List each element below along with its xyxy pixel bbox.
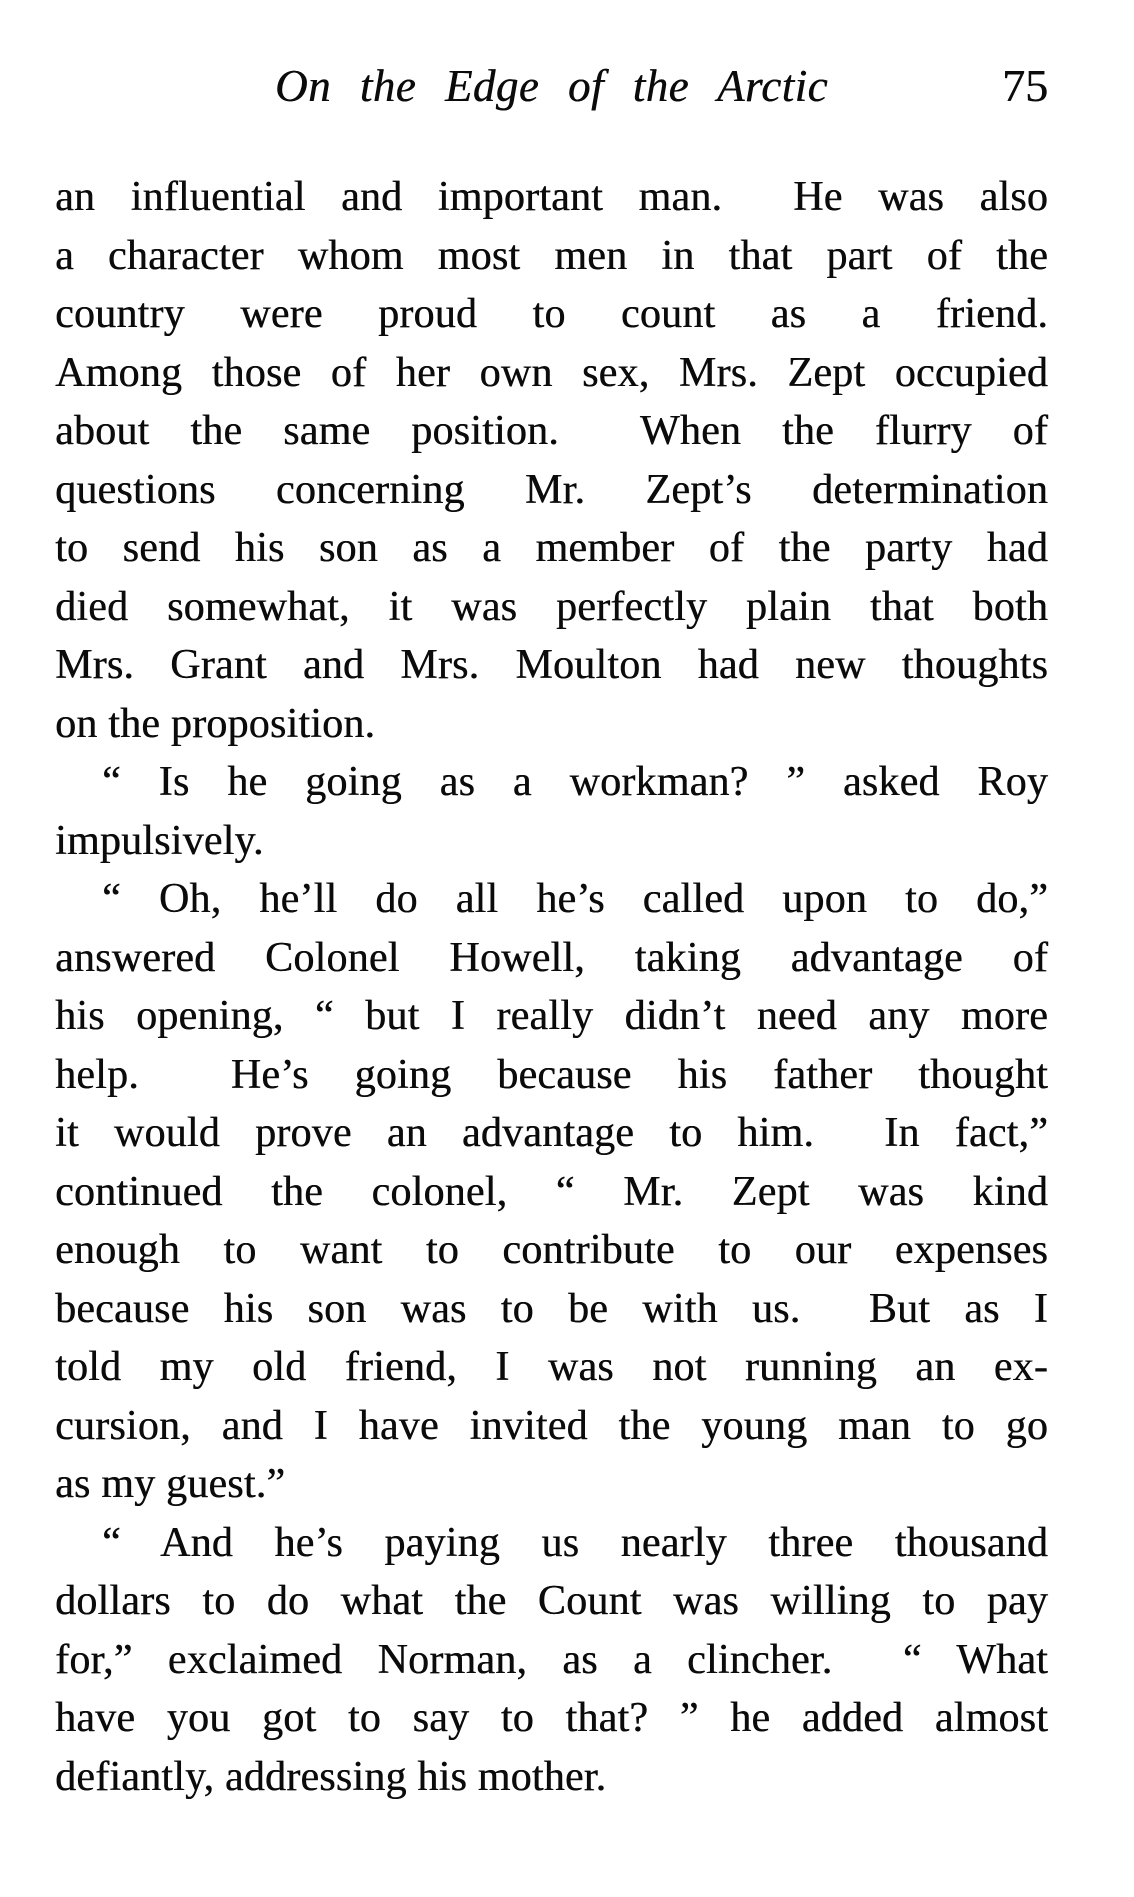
text-line: questions concerning Mr. Zept’s determination: [55, 466, 1048, 513]
text-line: enough to want to contribute to our expenses: [55, 1227, 1048, 1273]
text-line: told my old friend, I was not running an ex-: [55, 1344, 1048, 1390]
text-line: have you got to say to that? ” he added almost: [55, 1695, 1048, 1741]
text-line: answered Colonel Howell, taking advantage of: [55, 934, 1048, 981]
text-line: continued the colonel, “ Mr. Zept was kind: [55, 1168, 1048, 1215]
text-line: Among those of her own sex, Mrs. Zept occupied: [55, 349, 1048, 396]
text-line: cursion, and I have invited the young man to go: [55, 1402, 1048, 1449]
text-line: because his son was to be with us. But as I: [55, 1285, 1048, 1332]
text-line: “ And he’s paying us nearly three thousand: [102, 1519, 1048, 1566]
page-header: [55, 56, 1048, 116]
text-line: to send his son as a member of the party had: [55, 525, 1048, 571]
text-line: his opening, “ but I really didn’t need any more: [55, 993, 1048, 1039]
text-line: a character whom most men in that part of the: [55, 232, 1048, 279]
text-line: “ Is he going as a workman? ” asked Roy: [102, 759, 1048, 805]
text-line: died somewhat, it was perfectly plain that both: [55, 583, 1048, 630]
text-line: dollars to do what the Count was willing to pay: [55, 1578, 1048, 1624]
text-line: as my guest.”: [55, 1461, 286, 1507]
page-number: 75: [1002, 60, 1048, 111]
text-line: help. He’s going because his father thought: [55, 1051, 1048, 1098]
text-line: it would prove an advantage to him. In fact,”: [55, 1110, 1048, 1156]
text-line: impulsively.: [55, 817, 264, 864]
running-head-title: On the Edge of the Arctic: [275, 61, 828, 111]
text-line: about the same position. When the flurry of: [55, 408, 1048, 454]
text-line: for,” exclaimed Norman, as a clincher. “ What: [55, 1636, 1048, 1683]
text-line: on the proposition.: [55, 700, 376, 747]
text-line: country were proud to count as a friend.: [55, 291, 1048, 337]
page-body: [55, 168, 1048, 1806]
text-line: defiantly, addressing his mother.: [55, 1753, 607, 1800]
text-line: an influential and important man. He was also: [55, 174, 1048, 220]
text-line: Mrs. Grant and Mrs. Moulton had new thoughts: [55, 642, 1048, 688]
text-line: “ Oh, he’ll do all he’s called upon to do,”: [102, 876, 1048, 922]
